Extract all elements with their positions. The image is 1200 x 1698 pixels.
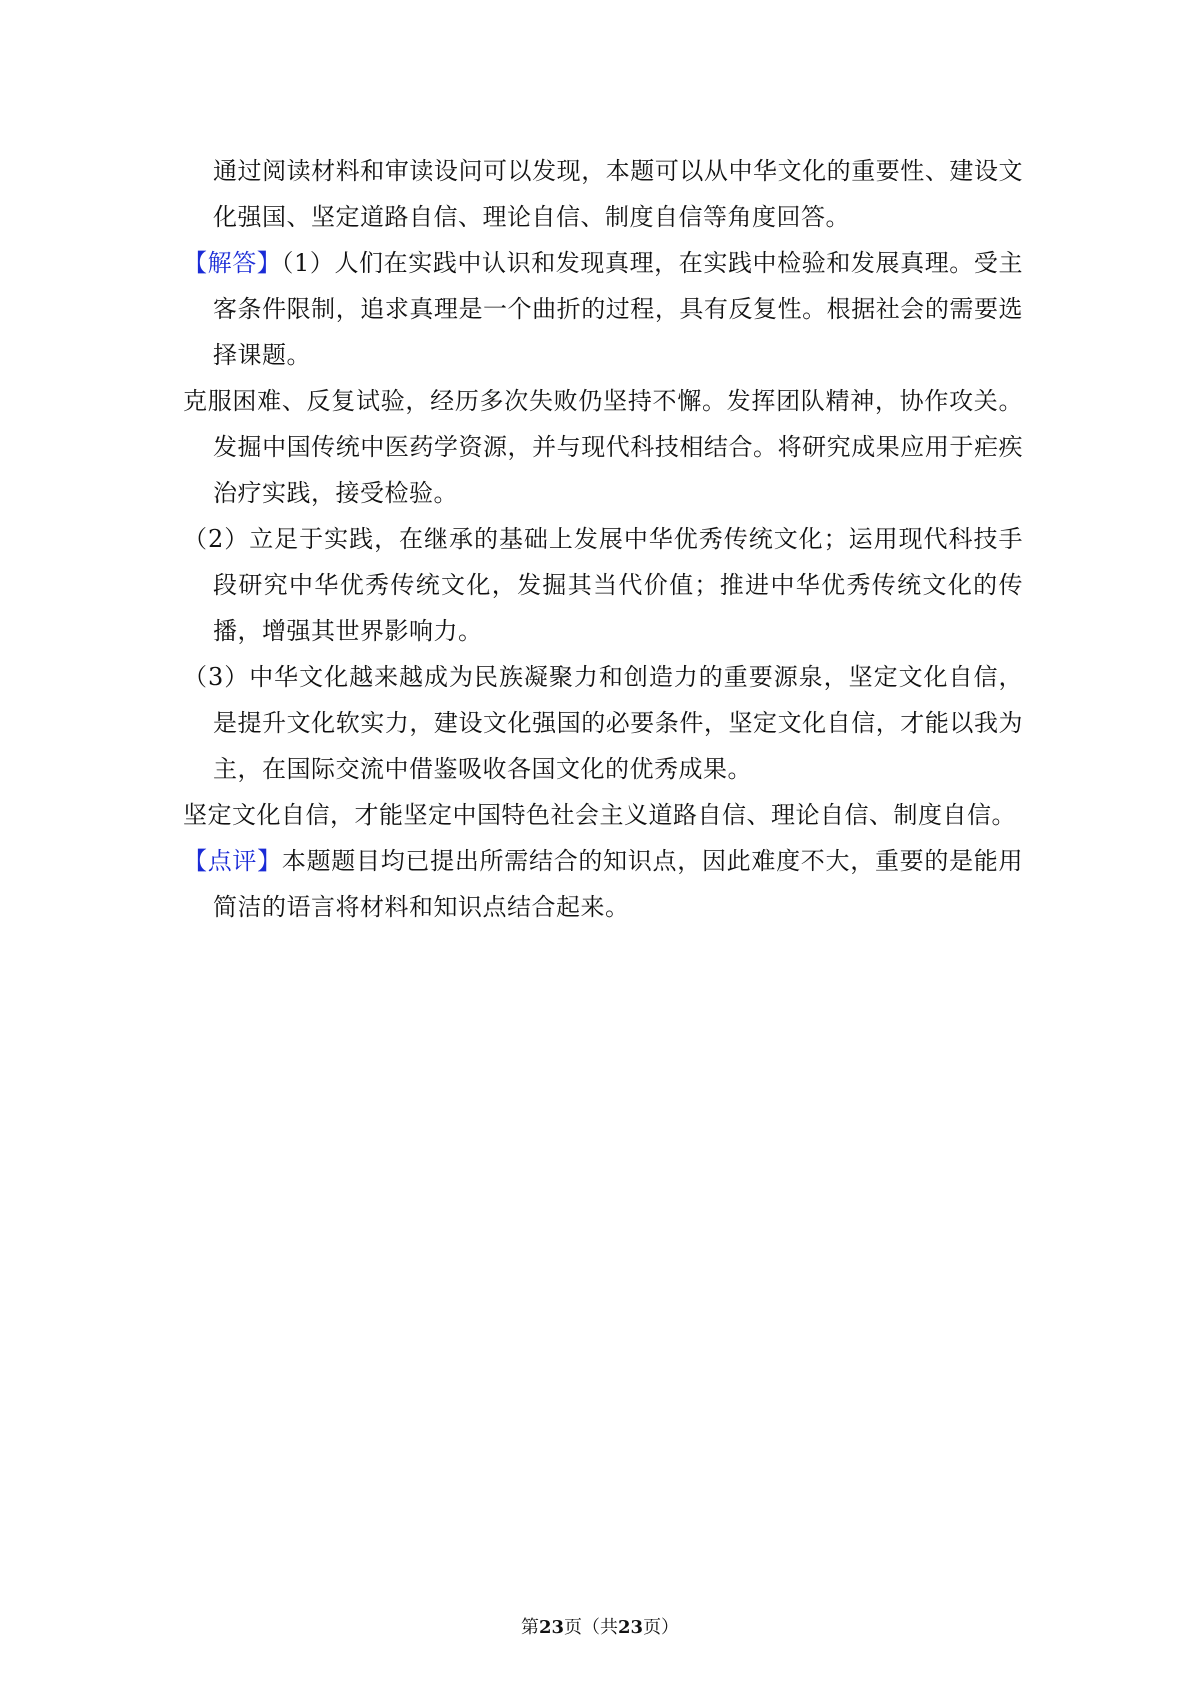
document-body [183,148,1023,930]
comment-text: 本题题目均已提出所需结合的知识点，因此难度不大，重要的是能用简洁的语言将材料和知识点结合起来。 [213,847,1024,921]
answer-text-2: （2）立足于实践，在继承的基础上发展中华优秀传统文化；运用现代科技手段研究中华优秀传统文化，发掘其当代价值；推进中华优秀传统文化的传播，增强其世界影响力。 [183,525,1023,645]
answer-text-1b: 克服困难、反复试验，经历多次失败仍坚持不懈。发挥团队精神，协作攻关。发掘中国传统中医药学资源，并与现代科技相结合。将研究成果应用于疟疾治疗实践，接受检验。 [183,387,1023,507]
footer-page-number: 23 [538,1617,564,1638]
analysis-text: 通过阅读材料和审读设问可以发现，本题可以从中华文化的重要性、建设文化强国、坚定道路自信、理论自信、制度自信等角度回答。 [213,157,1023,231]
footer-total-pages: 23 [618,1617,644,1638]
answer-tag: 【解答】 [183,249,282,277]
footer-suffix: 页） [643,1617,680,1638]
footer-prefix: 第 [520,1617,539,1638]
comment-paragraph [183,838,1023,930]
answer-paragraph-3 [183,654,1023,792]
answer-paragraph-1 [183,240,1023,378]
answer-paragraph-3b [183,792,1023,838]
answer-paragraph-2 [183,516,1023,654]
answer-text-1: （1）人们在实践中认识和发现真理，在实践中检验和发展真理。受主客条件限制，追求真理是一个曲折的过程，具有反复性。根据社会的需要选择课题。 [213,249,1023,369]
comment-tag: 【点评】 [183,847,282,875]
page-footer [0,1616,1200,1640]
analysis-paragraph-continuation [183,148,1023,240]
answer-text-3b: 坚定文化自信，才能坚定中国特色社会主义道路自信、理论自信、制度自信。 [183,801,1016,829]
footer-middle: 页（共 [564,1617,618,1638]
answer-paragraph-1b [183,378,1023,516]
answer-text-3: （3）中华文化越来越成为民族凝聚力和创造力的重要源泉，坚定文化自信，是提升文化软实力，建设文化强国的必要条件，坚定文化自信，才能以我为主，在国际交流中借鉴吸收各国文化的优秀成果。 [183,663,1023,783]
